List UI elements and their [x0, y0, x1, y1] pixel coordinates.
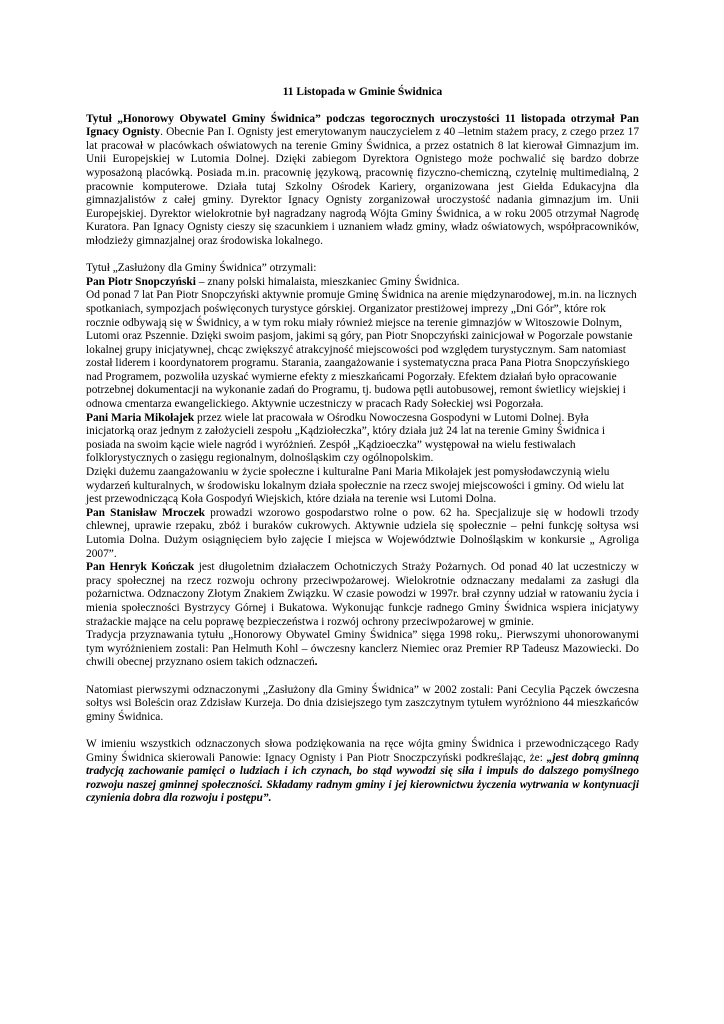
tradycja-end: .	[314, 656, 318, 669]
page-title: 11 Listopada w Gminie Świdnica	[282, 86, 443, 98]
snopczynski-intro: – znany polski himalaista, mieszkaniec Gminy Świdnica.	[195, 275, 460, 288]
paragraph-tradycja	[86, 629, 639, 670]
paragraph-mikolajek-2: Dzięki dużemu zaangażowaniu w życie społeczne i kulturalne Pani Maria Mikołajek jest pomysłodawczynią wielu wydarzeń kulturalnych, w środowisku lokalnym działa społecznie na rzecz swojej miejscowości i gminy. Od wielu lat jest przewodniczącą Koła Gospodyń Wiejskich, które działa na terenie wsi Lutomi Dolna.	[86, 466, 624, 506]
paragraph-natomiast: Natomiast pierwszymi odznaczonymi „Zasłużony dla Gminy Świdnica” w 2002 zostali: Pani Cecylia Pączek ówczesna sołtys wsi Boleścin oraz Zdzisław Kurzeja. Do dnia dzisiejszego tym zaszczytnym tytułem wyróżniono 44 mieszkańców gminy Świdnica.	[86, 683, 639, 723]
spacer	[86, 249, 639, 263]
konczak-name: Pan Henryk Kończak	[86, 561, 195, 574]
zasluzony-intro: Tytuł „Zasłużony dla Gminy Świdnica” otrzymali:	[86, 262, 317, 275]
spacer	[86, 724, 639, 738]
honorowy-obywatel-lead: Tytuł „Honorowy Obywatel Gminy Świdnica” podczas tegorocznych uroczystości 11 listopada otrzymał Pan Ignacy Ognisty	[86, 112, 639, 139]
closing-text: W imieniu wszystkich odznaczonych słowa podziękowania na ręce wójta gminy Świdnica i przewodniczącego Rady Gminy Świdnica skierowali Panowie: Ignacy Ognisty i Pan Piotr Snoczpczyński podkreślając, że:	[86, 737, 639, 764]
mikolajek-text: przez wiele lat pracowała w Ośrodku Nowoczesna Gospodyni w Lutomi Dolnej. Była inicjatorką oraz jednym z założycieli zespołu „Kądziołeczka”, który działa już 24 lat na terenie Gminy Świdnica i posiada na swoim kącie wiele nagród i wyróżnień. Zespół „Kądzioeczka” występował na wielu festiwalach folklorystycznych o zasięgu regionalnym, dolnośląskim czy ogólnopolskim.	[86, 411, 606, 465]
paragraph-snopczynski: Od ponad 7 lat Pan Piotr Snopczyński aktywnie promuje Gminę Świdnica na arenie międzynarodowej, m.in. na licznych spotkaniach, sympozjach poświęconych turystyce górskiej. Organizator prestiżowej imprezy „Dni Gór”, które rok rocznie odbywają się w Świdnicy, a w tym roku miały również miejsce na terenie gimnazjów w Witoszowie Dolnym, Lutomi oraz Pszennie. Dzięki swoim pasjom, jakimi są góry, pan Piotr Snopczyński zainicjował w Pogorzale powstanie lokalnej grupy inicjatywnej, chcąc zwiększyć atrakcyjność miejscowości pod względem turystycznym. Sam natomiast został liderem i koordynatorem programu. Starania, zaangażowanie i systematyczna praca Pana Piotra Snopczyńskiego nad Programem, pozwoliła uzyskać wymierne efekty z mieszkańcami Pogorzały. Efektem działań było opracowanie potrzebnej dokumentacji na wykonanie zadań do Programu, tj. budowa pętli autobusowej, remont świetlicy wiejskiej i odnowa cmentarza ewangelickiego. Aktywnie uczestniczy w pracach Rady Sołeckiej wsi Pogorzała.	[86, 289, 637, 411]
paragraph-mroczek	[86, 507, 639, 561]
paragraph-mikolajek	[86, 412, 639, 466]
tradycja-text: Tradycja przyznawania tytułu „Honorowy Obywatel Gminy Świdnica” sięga 1998 roku,. Pierwszymi uhonorowanymi tym wyróżnieniem zostali: Pan Helmuth Kohl – ówczesny kanclerz Niemiec oraz Premier RP Tadeusz Mazowiecki. Do chwili obecnej przyznano osiem takich odznaczeń	[86, 629, 639, 669]
document-page	[86, 86, 639, 806]
closing-quote: „jest dobrą gminną tradycją zachowanie pamięci o ludziach i ich czynach, bo stąd wywodzi się siła i impuls do dalszego pomyślnego rozwoju naszej gminnej społeczności. Składamy radnym gminy i jej kierownictwu życzenia wytrwania w kontynuacji czynienia dobra dla rozwoju i postępu”.	[86, 751, 639, 805]
paragraph-snopczynski-intro	[86, 276, 639, 290]
mroczek-name: Pan Stanisław Mroczek	[86, 506, 205, 519]
mikolajek-name: Pani Maria Mikołajek	[86, 411, 195, 424]
ognisty-description: . Obecnie Pan I. Ognisty jest emerytowanym nauczycielem z 40 –letnim stażem pracy, z czego przez 17 lat pracował w placówkach oświatowych na terenie Gminy Świdnica, a przez ostatnich 8 lat kierował Gimnazjum im. Unii Europejskiej w Lutomia Dolnej. Dzięki zabiegom Dyrektora Ognistego może pochwalić się bardzo dobrze wyposażoną placówką. Posiada m.in. pracownię językową, pracownię fizyczno-chemiczną, czytelnię multimedialną, 2 pracownie komputerowe. Działa tutaj Szkolny Ośrodek Kariery, organizowana jest Giełda Edukacyjna dla gimnazjalistów z całej gminy. Dyrektor Ignacy Ognisty zorganizował uroczystość nadania gimnazjum im. Unii Europejskiej. Dyrektor wielokrotnie był nagradzany nagrodą Wójta Gminy Świdnica, a w roku 2005 otrzymał Nagrodę Kuratora. Pan Ignacy Ognisty cieszy się szacunkiem i uznaniem władz gminy, władz oświatowych, współpracowników, młodzieży gimnazjalnej oraz środowiska lokalnego.	[86, 126, 640, 247]
paragraph-honorowy-obywatel	[86, 113, 639, 249]
paragraph-closing	[86, 738, 639, 806]
spacer	[86, 670, 639, 684]
mroczek-text: prowadzi wzorowo gospodarstwo rolne o pow. 62 ha. Specjalizuje się w hodowli trzody chlewnej, uprawie rzepaku, zbóż i buraków cukrowych. Aktywnie udziela się społecznie – pełni funkcję sołtysa wsi Lutomia Dolna. Dużym osiągnięciem było zajęcie I miejsca w Województwie Dolnośląskim w konkursie „ Agroliga 2007”.	[86, 506, 639, 560]
snopczynski-name: Pan Piotr Snopczyński	[86, 275, 196, 288]
paragraph-konczak	[86, 561, 639, 629]
konczak-text: jest długoletnim działaczem Ochotniczych Straży Pożarnych. Od ponad 40 lat uczestniczy w pracy społecznej na rzecz rozwoju ochrony przeciwpożarowej. Wielokrotnie odznaczany medalami za zasługi dla pożarnictwa. Odznaczony Złotym Znakiem Związku. W czasie powodzi w 1997r. brał czynny udział w ratowaniu życia i mienia społeczności Bystrzycy Górnej i Bukatowa. Wykonując funkcje radnego Gminy Świdnica wspiera inicjatywy strażackie mające na celu poprawę bezpieczeństwa i rozwój ochrony przeciwpożarowej w gminie.	[86, 561, 639, 628]
